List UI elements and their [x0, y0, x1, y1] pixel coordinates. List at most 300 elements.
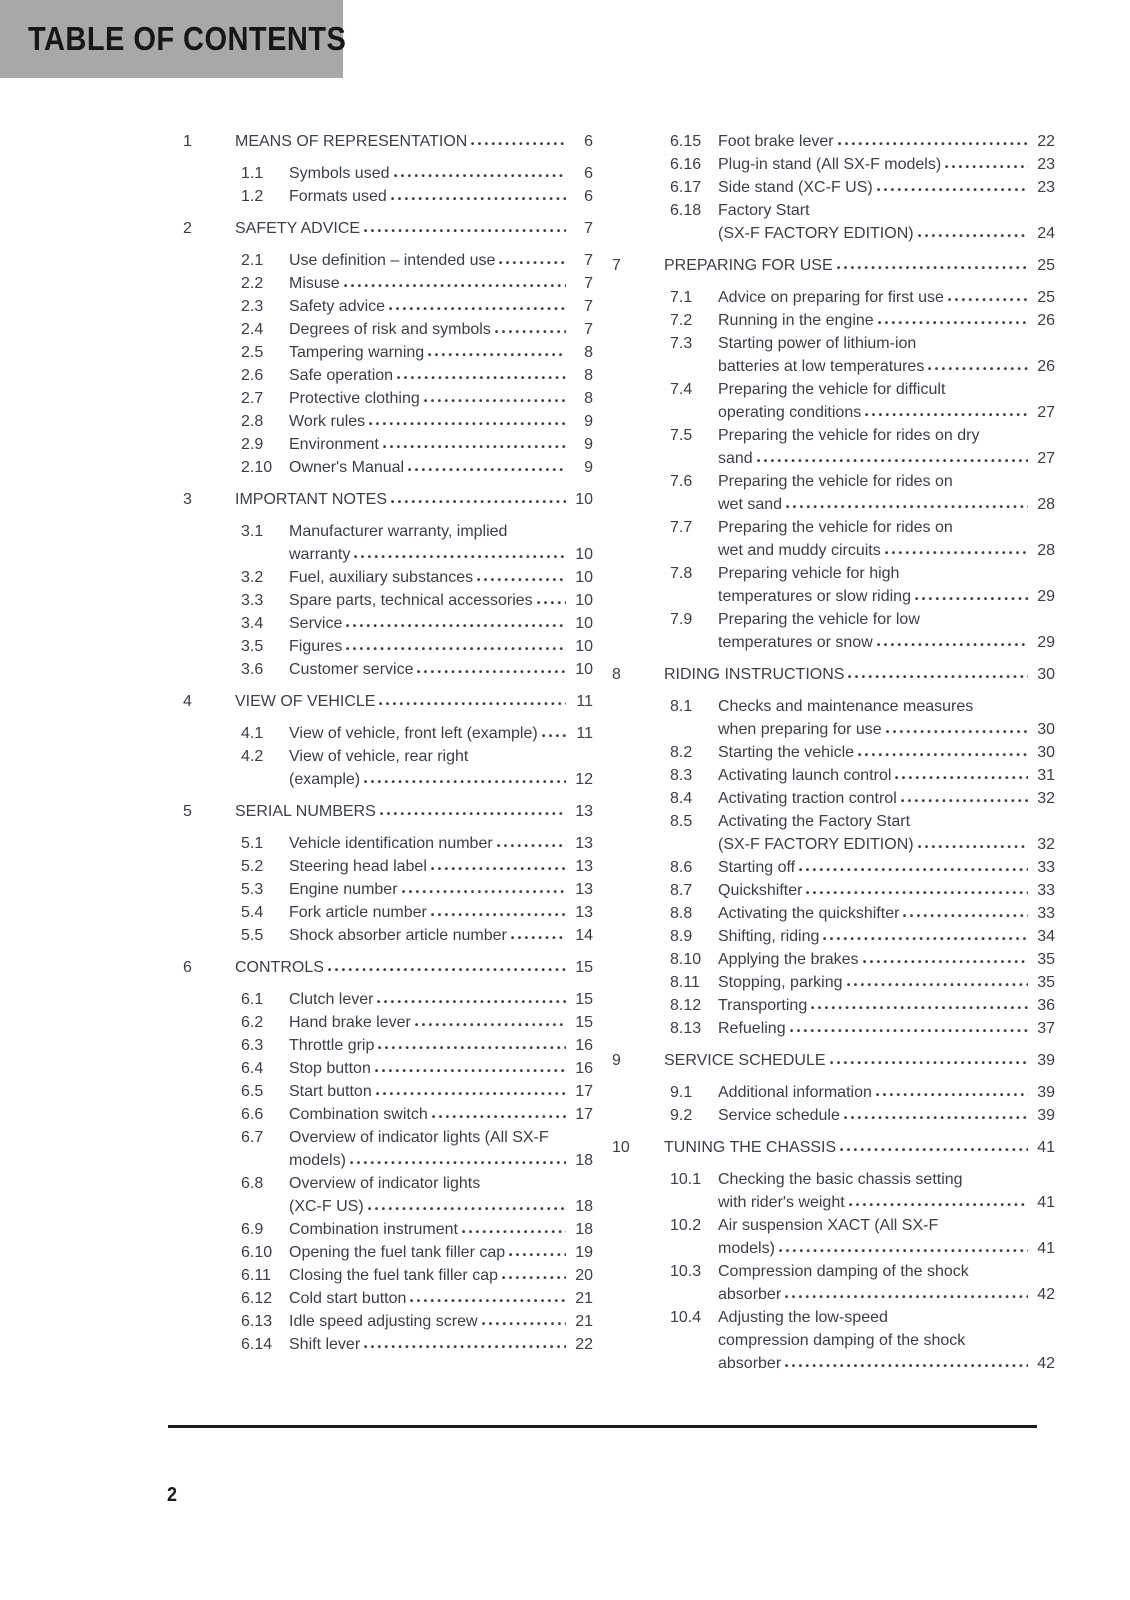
entry-number: 2.1: [241, 252, 264, 269]
toc-sub-entry: [612, 741, 1055, 764]
entry-title: SERVICE SCHEDULE: [664, 1052, 826, 1069]
dot-leader: [918, 222, 1028, 245]
entry-title-line: Compression damping of the shock: [718, 1263, 969, 1280]
entry-title: warranty: [289, 546, 351, 563]
entry-page-number: 10: [575, 638, 593, 655]
entry-title: Safety advice: [289, 298, 386, 315]
toc-sub-entry: [612, 902, 1055, 925]
entry-number: 8: [612, 666, 621, 683]
entry-page-number: 22: [575, 1336, 593, 1353]
entry-title: Tampering warning: [289, 344, 425, 361]
entry-title-line: Overview of indicator lights (All SX-F: [289, 1129, 549, 1146]
entry-body: [289, 1126, 593, 1172]
toc-sub-entry: [612, 856, 1055, 879]
entry-body: [289, 364, 593, 387]
entry-number: 5: [183, 803, 192, 820]
entry-number: 6.14: [241, 1336, 273, 1353]
toc-sub-entry: [183, 318, 593, 341]
entry-title: Running in the engine: [718, 312, 874, 329]
toc-sub-entry: [612, 470, 1055, 516]
entry-number: 6.12: [241, 1290, 273, 1307]
dot-leader: [344, 272, 566, 295]
entry-body: [289, 185, 593, 208]
dot-leader: [878, 309, 1028, 332]
entry-page-number: 7: [584, 252, 593, 269]
dot-leader: [918, 833, 1028, 856]
entry-number: 3.2: [241, 569, 264, 586]
entry-title: Clutch lever: [289, 991, 374, 1008]
entry-number: 10.2: [670, 1217, 702, 1234]
entry-number: 10.1: [670, 1171, 702, 1188]
entry-title: Opening the fuel tank filler cap: [289, 1244, 506, 1261]
entry-title: Plug-in stand (All SX-F models): [718, 156, 942, 173]
entry-title: Fork article number: [289, 904, 427, 921]
entry-number: 7.5: [670, 427, 693, 444]
dot-leader: [428, 341, 566, 364]
toc-sub-entry: [183, 988, 593, 1011]
entry-title: models): [718, 1240, 775, 1257]
dot-leader: [502, 1264, 566, 1287]
toc-sub-entry: [612, 1017, 1055, 1040]
entry-page-number: 41: [1037, 1139, 1055, 1156]
entry-title: Shifting, riding: [718, 928, 820, 945]
entry-title: Quickshifter: [718, 882, 803, 899]
dot-leader: [786, 493, 1028, 516]
entry-number: 5.1: [241, 835, 264, 852]
entry-title: wet and muddy circuits: [718, 542, 881, 559]
entry-body: [289, 1310, 593, 1333]
entry-body: [289, 635, 593, 658]
dot-leader: [849, 1191, 1028, 1214]
entry-title: Shock absorber article number: [289, 927, 507, 944]
entry-title: Additional information: [718, 1084, 872, 1101]
entry-page-number: 30: [1037, 744, 1055, 761]
toc-sub-entry: [612, 764, 1055, 787]
entry-number: 4: [183, 693, 192, 710]
dot-leader: [369, 410, 566, 433]
entry-page-number: 41: [1037, 1240, 1055, 1257]
toc-sub-entry: [612, 153, 1055, 176]
entry-number: 9.2: [670, 1107, 693, 1124]
entry-body: [664, 663, 1055, 686]
entry-page-number: 39: [1037, 1107, 1055, 1124]
entry-title: MEANS OF REPRESENTATION: [235, 133, 468, 150]
dot-leader: [397, 364, 566, 387]
entry-page-number: 33: [1037, 859, 1055, 876]
entry-title: Combination switch: [289, 1106, 428, 1123]
entry-page-number: 25: [1037, 257, 1055, 274]
entry-body: [289, 1103, 593, 1126]
entry-page-number: 9: [584, 459, 593, 476]
toc-sub-entry: [183, 722, 593, 745]
dot-leader: [830, 1049, 1028, 1072]
entry-number: 6.13: [241, 1313, 273, 1330]
entry-title: when preparing for use: [718, 721, 882, 738]
entry-page-number: 7: [584, 220, 593, 237]
entry-title-line: Manufacturer warranty, implied: [289, 523, 508, 540]
entry-number: 1.2: [241, 188, 264, 205]
entry-page-number: 18: [575, 1221, 593, 1238]
toc-sub-entry: [183, 433, 593, 456]
entry-body: [664, 1136, 1055, 1159]
entry-body: [718, 810, 1055, 856]
entry-title: Throttle grip: [289, 1037, 375, 1054]
dot-leader: [844, 1104, 1028, 1127]
entry-title: Fuel, auxiliary substances: [289, 569, 474, 586]
dot-leader: [364, 1333, 566, 1356]
entry-page-number: 35: [1037, 974, 1055, 991]
toc-sub-entry: [183, 1264, 593, 1287]
entry-title: VIEW OF VEHICLE: [235, 693, 376, 710]
entry-title: Vehicle identification number: [289, 835, 493, 852]
entry-title: PREPARING FOR USE: [664, 257, 833, 274]
entry-body: [718, 516, 1055, 562]
footer-rule: [168, 1425, 1037, 1428]
entry-body: [235, 217, 593, 240]
entry-title: SAFETY ADVICE: [235, 220, 361, 237]
footer-page-number: 2: [167, 1484, 178, 1506]
dot-leader: [402, 878, 566, 901]
entry-title: Spare parts, technical accessories: [289, 592, 533, 609]
toc-sub-entry: [612, 562, 1055, 608]
entry-body: [235, 956, 593, 979]
dot-leader: [410, 1287, 566, 1310]
dot-leader: [389, 295, 566, 318]
toc-sub-entry: [183, 410, 593, 433]
entry-title-line: Activating the Factory Start: [718, 813, 911, 830]
entry-number: 6.7: [241, 1129, 264, 1146]
toc-sub-entry: [183, 832, 593, 855]
entry-number: 4.2: [241, 748, 264, 765]
entry-title: Transporting: [718, 997, 808, 1014]
entry-title: Applying the brakes: [718, 951, 859, 968]
entry-body: [718, 332, 1055, 378]
toc-sub-entry: [612, 199, 1055, 245]
toc-section-entry: [183, 130, 593, 153]
entry-body: [718, 1168, 1055, 1214]
entry-body: [289, 722, 593, 745]
entry-title: Closing the fuel tank filler cap: [289, 1267, 498, 1284]
dot-leader: [391, 488, 566, 511]
dot-leader: [948, 286, 1028, 309]
entry-number: 3.1: [241, 523, 264, 540]
entry-body: [718, 130, 1055, 153]
entry-title: CONTROLS: [235, 959, 324, 976]
entry-body: [235, 690, 593, 713]
entry-title: Combination instrument: [289, 1221, 458, 1238]
toc-sub-entry: [183, 878, 593, 901]
toc-sub-entry: [612, 424, 1055, 470]
entry-title: Formats used: [289, 188, 387, 205]
toc-sub-entry: [183, 589, 593, 612]
toc-sub-entry: [183, 1103, 593, 1126]
entry-title: Misuse: [289, 275, 340, 292]
entry-body: [289, 612, 593, 635]
toc-sub-entry: [183, 658, 593, 681]
dot-leader: [378, 1034, 566, 1057]
toc-sub-entry: [612, 309, 1055, 332]
entry-page-number: 16: [575, 1060, 593, 1077]
entry-body: [289, 1287, 593, 1310]
dot-leader: [368, 1195, 566, 1218]
entry-title-line: Preparing the vehicle for rides on dry: [718, 427, 980, 444]
dot-leader: [379, 690, 566, 713]
toc-sub-entry: [183, 612, 593, 635]
dot-leader: [431, 855, 566, 878]
entry-body: [289, 295, 593, 318]
entry-title: Environment: [289, 436, 379, 453]
entry-title: (XC-F US): [289, 1198, 364, 1215]
entry-page-number: 9: [584, 436, 593, 453]
entry-page-number: 35: [1037, 951, 1055, 968]
entry-title: Foot brake lever: [718, 133, 834, 150]
entry-body: [718, 1306, 1055, 1375]
toc-sub-entry: [183, 1310, 593, 1333]
dot-leader: [375, 1057, 566, 1080]
entry-body: [289, 1333, 593, 1356]
entry-page-number: 10: [575, 569, 593, 586]
entry-body: [289, 456, 593, 479]
dot-leader: [757, 447, 1028, 470]
entry-number: 6.11: [241, 1267, 271, 1284]
dot-leader: [865, 401, 1028, 424]
dot-leader: [848, 663, 1028, 686]
entry-title: IMPORTANT NOTES: [235, 491, 388, 508]
entry-page-number: 13: [575, 803, 593, 820]
entry-title: Advice on preparing for first use: [718, 289, 944, 306]
entry-page-number: 17: [575, 1106, 593, 1123]
entry-title-line: Factory Start: [718, 202, 810, 219]
entry-title: Protective clothing: [289, 390, 420, 407]
toc-sub-entry: [183, 566, 593, 589]
entry-body: [289, 855, 593, 878]
dot-leader: [424, 387, 566, 410]
toc-sub-entry: [183, 162, 593, 185]
entry-page-number: 7: [584, 321, 593, 338]
entry-number: 5.3: [241, 881, 264, 898]
entry-body: [289, 1241, 593, 1264]
dot-leader: [415, 1011, 566, 1034]
entry-title: Figures: [289, 638, 343, 655]
dot-leader: [806, 879, 1028, 902]
entry-number: 6.2: [241, 1014, 264, 1031]
entry-title: SERIAL NUMBERS: [235, 803, 376, 820]
entry-page-number: 28: [1037, 496, 1055, 513]
entry-body: [718, 902, 1055, 925]
dot-leader: [837, 254, 1028, 277]
entry-number: 1.1: [241, 165, 264, 182]
entry-number: 9.1: [670, 1084, 693, 1101]
entry-number: 8.9: [670, 928, 693, 945]
entry-body: [718, 424, 1055, 470]
entry-body: [718, 608, 1055, 654]
entry-title: wet sand: [718, 496, 783, 513]
toc-section-entry: [183, 488, 593, 511]
entry-title: Cold start button: [289, 1290, 407, 1307]
entry-number: 6.6: [241, 1106, 264, 1123]
entry-page-number: 6: [584, 165, 593, 182]
dot-leader: [431, 901, 566, 924]
entry-page-number: 32: [1037, 836, 1055, 853]
entry-number: 7.4: [670, 381, 693, 398]
dot-leader: [495, 318, 566, 341]
entry-title-line: Checks and maintenance measures: [718, 698, 974, 715]
toc-sub-entry: [183, 387, 593, 410]
toc-sub-entry: [183, 1287, 593, 1310]
entry-body: [664, 254, 1055, 277]
entry-body: [289, 878, 593, 901]
entry-page-number: 8: [584, 344, 593, 361]
dot-leader: [876, 1081, 1028, 1104]
entry-title: Service schedule: [718, 1107, 840, 1124]
entry-page-number: 31: [1037, 767, 1055, 784]
entry-page-number: 13: [575, 881, 593, 898]
entry-body: [289, 1080, 593, 1103]
entry-number: 2.3: [241, 298, 264, 315]
entry-title-line: Preparing the vehicle for rides on: [718, 519, 953, 536]
dot-leader: [847, 971, 1028, 994]
toc-sub-entry: [612, 810, 1055, 856]
dot-leader: [858, 741, 1028, 764]
entry-title: absorber: [718, 1286, 782, 1303]
entry-body: [289, 1172, 593, 1218]
entry-title: Symbols used: [289, 165, 390, 182]
entry-number: 3: [183, 491, 192, 508]
toc-sub-entry: [183, 1057, 593, 1080]
entry-number: 3.6: [241, 661, 264, 678]
entry-page-number: 28: [1037, 542, 1055, 559]
entry-title: temperatures or snow: [718, 634, 873, 651]
dot-leader: [877, 631, 1028, 654]
dot-leader: [877, 176, 1028, 199]
entry-page-number: 32: [1037, 790, 1055, 807]
entry-body: [718, 695, 1055, 741]
entry-page-number: 30: [1037, 721, 1055, 738]
entry-body: [718, 562, 1055, 608]
entry-number: 8.5: [670, 813, 693, 830]
entry-title-line: Preparing the vehicle for rides on: [718, 473, 953, 490]
entry-number: 8.11: [670, 974, 700, 991]
toc-sub-entry: [183, 1218, 593, 1241]
entry-body: [289, 433, 593, 456]
toc-sub-entry: [183, 1172, 593, 1218]
toc-sub-entry: [612, 1260, 1055, 1306]
dot-leader: [482, 1310, 566, 1333]
dot-leader: [903, 902, 1028, 925]
dot-leader: [462, 1218, 566, 1241]
toc-sub-entry: [612, 332, 1055, 378]
entry-body: [718, 856, 1055, 879]
entry-title-line: Overview of indicator lights: [289, 1175, 481, 1192]
entry-body: [718, 286, 1055, 309]
toc-sub-entry: [183, 635, 593, 658]
dot-leader: [838, 130, 1028, 153]
entry-number: 6.3: [241, 1037, 264, 1054]
entry-number: 2: [183, 220, 192, 237]
entry-page-number: 10: [575, 661, 593, 678]
entry-page-number: 6: [584, 188, 593, 205]
entry-body: [289, 832, 593, 855]
entry-number: 7.2: [670, 312, 693, 329]
toc-sub-entry: [612, 994, 1055, 1017]
entry-page-number: 19: [575, 1244, 593, 1261]
entry-page-number: 8: [584, 367, 593, 384]
toc-sub-entry: [183, 295, 593, 318]
entry-body: [718, 787, 1055, 810]
toc-sub-entry: [183, 745, 593, 791]
toc-sub-entry: [183, 1080, 593, 1103]
dot-leader: [509, 1241, 566, 1264]
toc-sub-entry: [612, 176, 1055, 199]
entry-title: (SX-F FACTORY EDITION): [718, 225, 914, 242]
entry-page-number: 30: [1037, 666, 1055, 683]
entry-number: 2.4: [241, 321, 264, 338]
entry-page-number: 10: [575, 491, 593, 508]
dot-leader: [779, 1237, 1028, 1260]
entry-body: [235, 800, 593, 823]
entry-title: Stopping, parking: [718, 974, 843, 991]
dot-leader: [354, 543, 566, 566]
entry-number: 2.2: [241, 275, 264, 292]
entry-title: Activating the quickshifter: [718, 905, 900, 922]
entry-number: 6.10: [241, 1244, 273, 1261]
toc-section-entry: [183, 217, 593, 240]
entry-number: 7.9: [670, 611, 693, 628]
entry-body: [718, 176, 1055, 199]
entry-number: 8.4: [670, 790, 693, 807]
entry-page-number: 18: [575, 1152, 593, 1169]
dot-leader: [840, 1136, 1028, 1159]
entry-number: 4.1: [241, 725, 264, 742]
entry-title-line: Preparing the vehicle for low: [718, 611, 920, 628]
entry-page-number: 20: [575, 1267, 593, 1284]
entry-body: [235, 488, 593, 511]
entry-title: (example): [289, 771, 361, 788]
entry-page-number: 26: [1037, 312, 1055, 329]
toc-sub-entry: [612, 695, 1055, 741]
entry-body: [718, 1017, 1055, 1040]
entry-number: 8.7: [670, 882, 693, 899]
dot-leader: [895, 764, 1028, 787]
entry-title: Idle speed adjusting screw: [289, 1313, 478, 1330]
entry-number: 7.1: [670, 289, 693, 306]
entry-body: [718, 925, 1055, 948]
entry-body: [289, 162, 593, 185]
entry-number: 9: [612, 1052, 621, 1069]
toc-section-entry: [183, 800, 593, 823]
entry-page-number: 14: [575, 927, 593, 944]
toc-sub-entry: [612, 879, 1055, 902]
toc-section-entry: [183, 956, 593, 979]
entry-page-number: 25: [1037, 289, 1055, 306]
entry-body: [718, 1214, 1055, 1260]
entry-title: Refueling: [718, 1020, 786, 1037]
entry-body: [718, 994, 1055, 1017]
toc-section-entry: [612, 1136, 1055, 1159]
toc-sub-entry: [183, 520, 593, 566]
entry-body: [718, 309, 1055, 332]
toc-sub-entry: [612, 1168, 1055, 1214]
entry-page-number: 33: [1037, 882, 1055, 899]
toc-sub-entry: [612, 130, 1055, 153]
entry-body: [664, 1049, 1055, 1072]
dot-leader: [376, 1080, 566, 1103]
toc-sub-entry: [183, 456, 593, 479]
entry-title: absorber: [718, 1355, 782, 1372]
entry-page-number: 42: [1037, 1286, 1055, 1303]
toc-sub-entry: [612, 787, 1055, 810]
entry-page-number: 13: [575, 904, 593, 921]
